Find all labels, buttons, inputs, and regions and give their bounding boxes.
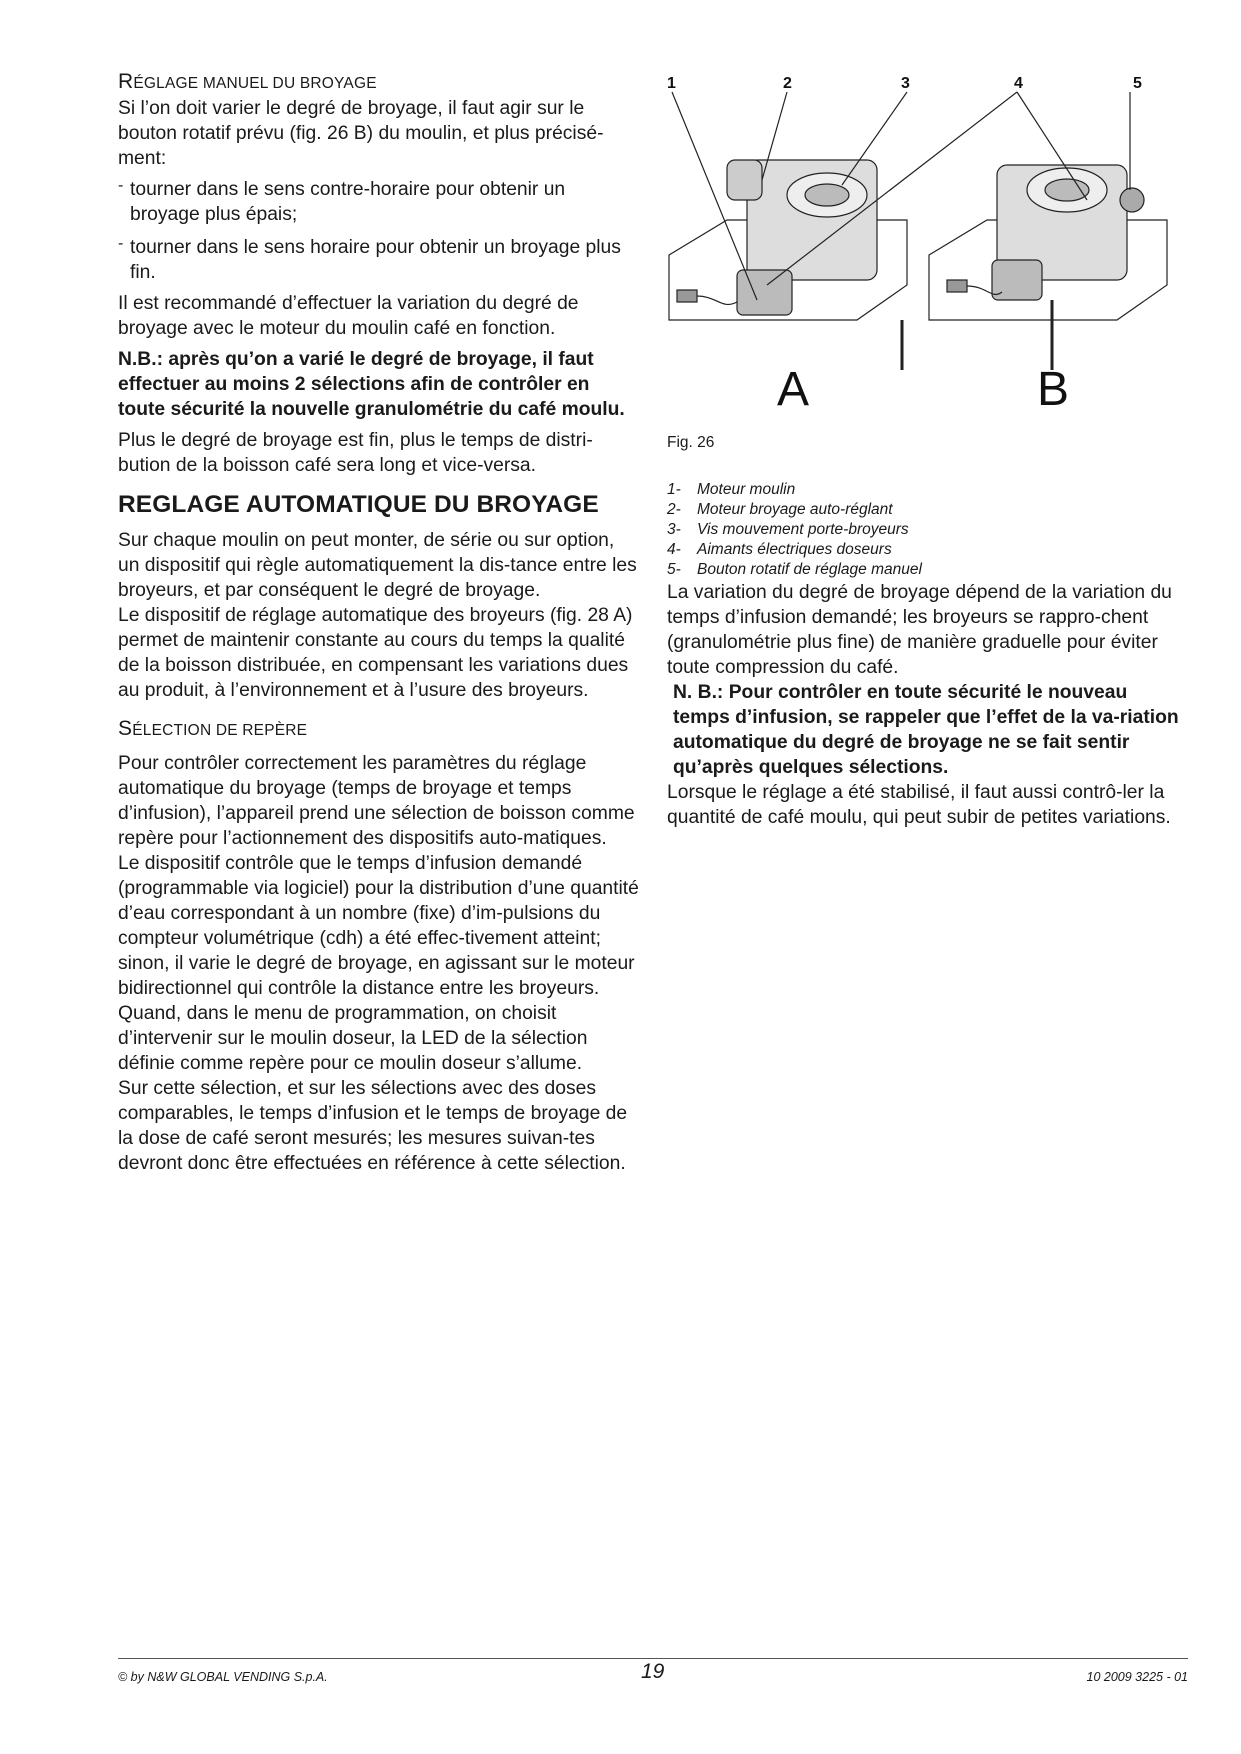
heading-initial: R xyxy=(118,70,134,93)
heading-initial: S xyxy=(118,717,133,740)
callout-4: 4 xyxy=(1014,75,1023,92)
figure-legend xyxy=(667,480,1187,580)
legend-item: 3- Vis mouvement porte-broyeurs xyxy=(667,521,909,538)
paragraph: La variation du degré de broyage dépend de la variation du temps d’infusion demandé; les broyeurs se rappro-chent (granulométrie plus fine) de manière graduelle pour éviter toute compression du café. xyxy=(667,582,1172,678)
grinder-a-motor xyxy=(727,160,762,200)
figure-26 xyxy=(667,70,1187,420)
document-code: 10 2009 3225 - 01 xyxy=(1086,1670,1188,1684)
figure-caption: Fig. 26 xyxy=(667,434,715,451)
paragraph: Le dispositif contrôle que le temps d’infusion demandé (programmable via logiciel) pour la distribution d’une quantité d’eau correspondant à un nombre (fixe) d’im-pulsions du compteur volumétrique (cdh) a été effec-tivement atteint; sinon, il varie le degré de broyage, en agissant sur le moteur bidirectionnel qui contrôle la distance entre les broyeurs. xyxy=(118,853,639,999)
section-heading-automatic: REGLAGE AUTOMATIQUE DU BROYAGE xyxy=(118,491,599,518)
right-column xyxy=(667,70,1187,830)
section-heading-reference xyxy=(118,717,640,743)
legend-item: 2- Moteur broyage auto-réglant xyxy=(667,501,893,518)
paragraph: Il est recommandé d’effectuer la variation du degré de broyage avec le moteur du moulin café en fonction. xyxy=(118,293,579,339)
paragraph: Le dispositif de réglage automatique des broyeurs (fig. 28 A) permet de maintenir constante au cours du temps la qualité de la boisson distribuée, en compensant les variations dues au produit, à l’environnement et à l’usure des broyeurs. xyxy=(118,605,633,701)
note-bold: N.B.: après qu’on a varié le degré de broyage, il faut effectuer au moins 2 sélections afin de contrôler en toute sécurité la nouvelle granulométrie du café moulu. xyxy=(118,349,625,420)
grinder-a-magnet xyxy=(737,270,792,315)
page-number: 19 xyxy=(641,1660,665,1683)
label-a: A xyxy=(777,363,810,416)
callout-1: 1 xyxy=(667,75,676,92)
grinder-illustration xyxy=(667,70,1187,420)
paragraph: Pour contrôler correctement les paramètres du réglage automatique du broyage (temps de broyage et temps d’infusion), l’appareil prend une sélection de boisson comme repère pour l’actionnement des dispositifs auto-matiques. xyxy=(118,753,635,849)
left-column xyxy=(118,70,640,1176)
paragraph: Lorsque le réglage a été stabilisé, il faut aussi contrô-ler la quantité de café moulu, qui peut subir de petites variations. xyxy=(667,782,1171,828)
legend-item: 1- Moteur moulin xyxy=(667,481,796,498)
paragraph: Sur chaque moulin on peut monter, de série ou sur option, un dispositif qui règle automatiquement la dis-tance entre les broyeurs, et par conséquent le degré de broyage. xyxy=(118,530,637,601)
paragraph: Si l’on doit varier le degré de broyage, il faut agir sur le bouton rotatif prévu (fig. 26 B) du moulin, et plus précisé-ment: xyxy=(118,98,604,169)
list-item-text: tourner dans le sens contre-horaire pour obtenir un broyage plus épais; xyxy=(130,179,566,225)
note-bold: N. B.: Pour contrôler en toute sécurité le nouveau temps d’infusion, se rappeler que l’effet de la va-riation automatique du degré de broyage ne se fait sentir qu’après quelques sélections. xyxy=(673,682,1179,778)
page-footer xyxy=(118,1658,1188,1684)
legend-item: 5- Bouton rotatif de réglage manuel xyxy=(667,561,922,578)
legend-item: 4- Aimants électriques doseurs xyxy=(667,541,892,558)
heading-rest: ÉLECTION DE REPÈRE xyxy=(132,722,308,739)
list-item-text: tourner dans le sens horaire pour obtenir un broyage plus fin. xyxy=(130,237,621,283)
heading-rest: ÉGLAGE MANUEL DU BROYAGE xyxy=(133,75,377,92)
label-b: B xyxy=(1037,363,1070,416)
manual-knob xyxy=(1120,188,1144,212)
copyright: © by N&W GLOBAL VENDING S.p.A. xyxy=(118,1670,328,1684)
paragraph: Sur cette sélection, et sur les sélections avec des doses comparables, le temps d’infusion et le temps de broyage de la dose de café seront mesurés; les mesures suivan-tes devront donc être effectuées en référence à cette sélection. xyxy=(118,1078,628,1174)
callout-2: 2 xyxy=(783,75,792,92)
callout-3: 3 xyxy=(901,75,910,92)
list-item: - tourner dans le sens contre-horaire pour obtenir un broyage plus épais; xyxy=(118,177,640,227)
list-item: - tourner dans le sens horaire pour obtenir un broyage plus fin. xyxy=(118,235,640,285)
section-heading-manual-grinding xyxy=(118,70,640,96)
callout-5: 5 xyxy=(1133,75,1142,92)
paragraph: Plus le degré de broyage est fin, plus le temps de distri-bution de la boisson café sera long et vice-versa. xyxy=(118,430,593,476)
paragraph: Quand, dans le menu de programmation, on choisit d’intervenir sur le moulin doseur, la LED de la sélection définie comme repère pour ce moulin doseur s’allume. xyxy=(118,1003,588,1074)
